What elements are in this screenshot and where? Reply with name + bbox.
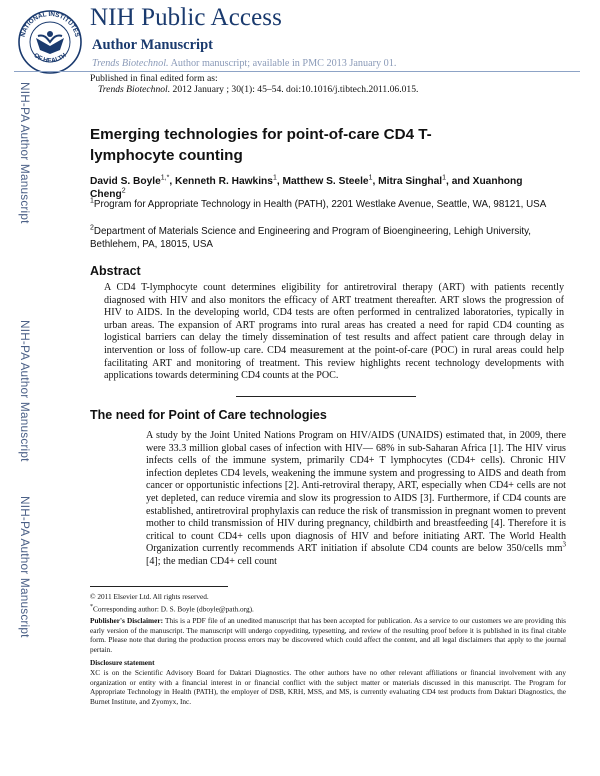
published-label: Published in final edited form as: [90,73,218,84]
article-title: Emerging technologies for point-of-care CD4 T-lymphocyte counting [90,126,432,164]
unit-superscript: 3 [562,540,566,549]
corr-mark: * [90,604,94,610]
section-paragraph [146,430,566,569]
hhs-eagle-icon [14,4,86,76]
author-name: David S. Boyle [90,176,161,187]
disclosure-heading-text: Disclosure statement [90,658,155,667]
author-separator: , [169,176,176,187]
abstract-divider [236,396,416,397]
author-name: Xuanhong Cheng [90,176,523,200]
header-note-rest: Author manuscript; available in PMC 2013 January 01. [170,58,397,69]
nih-logo [14,4,86,76]
abstract-heading: Abstract [90,264,141,278]
author-affil-sup: 1 [368,174,373,182]
author-name: Kenneth R. Hawkins [175,176,273,187]
author-list [90,176,560,201]
affil-text: Department of Materials Science and Engineering and Program of Bioengineering, Lehigh University, Bethlehem, PA, 18015, USA [90,226,532,250]
author-affil-sup: 1 [442,174,447,182]
header-availability-note [92,58,396,69]
citation-details: 2012 January ; 30(1): 45–54. doi:10.1016/j.tibtech.2011.06.015. [172,84,419,95]
section-text-tail: [4]; the median CD4+ cell count [146,555,277,567]
disclaimer-text: This is a PDF file of an unedited manuscript that has been accepted for publication. As a service to our customers we are providing this early version of the manuscript. The manuscript will undergo copyediting, typesetting, and review of the resulting proof before it is published in its final citable form. Please note that during the production process errors may be discovered which could affect the content, and all legal disclaimers that apply to the journal pertain. [90,616,566,654]
disclaimer-label: Publisher's Disclaimer: [90,616,164,625]
disclosure-text: XC is on the Scientific Advisory Board for Daktari Diagnostics. The other authors have no other relevant affiliations or financial involvement with any organization or entity with a financial interest in or financial conflict with the subject matter or materials discussed in this manuscript. The Program for Appropriate Technology in Health (PATH), the employer of DSB, KRH, MSS, and MS, is currently evaluating CD4 test products from Daktari Diagnostics, the Burnet Institute, and Zyomyx, Inc. [90,668,566,706]
author-separator: , [276,176,283,187]
affil-sup: 1 [90,197,94,205]
header-subtitle: Author Manuscript [92,37,213,53]
header-note-journal: Trends Biotechnol. [92,58,169,69]
abstract-text: A CD4 T-lymphocyte count determines eligibility for antiretroviral therapy (ART) with patients recently diagnosed with HIV and also monitors the efficacy of ART treatment thereafter. ART slows the progression of HIV to AIDS. In the developing world, CD4 tests are often performed in centralized laboratories, typically in urban areas. The expansion of ART programs into rural areas has created a need for rapid CD4 counting as logistical barriers can delay the timely dissemination of test results and affect patient care through delay in intervention or loss of follow-up care. CD4 measurement at the point-of-care (POC) in rural areas could help facilitating ART and monitoring of treatment. This review highlights recent technology developments with applications towards determining CD4 counts at the POC. [104,282,564,382]
section-heading: The need for Point of Care technologies [90,408,327,422]
disclosure-heading [90,658,566,668]
header-divider [14,71,580,72]
section-text: A study by the Joint United Nations Program on HIV/AIDS (UNAIDS) estimated that, in 2009, there were 33.3 million global cases of infection with HIV— 68% in sub-Saharan Africa [1]. The HIV virus infects cells of the immune system, primarily CD4+ T lymphocytes (CD4+ cells). Chronic HIV infection depletes CD4 levels, weakening the immune system and progressing to AIDS and death from cancer or opportunistic infections [2]. Anti-retroviral therapy, ART, especially when CD4+ cells are not yet depleted, can reduce viremia and slow its progression to AIDS [3]. Furthermore, if CD4 counts are established, antiretroviral prophylaxis can reduce the risk of transmission in pregnant women to prevent mother to child transmission of HIV during pregnancy, childbirth and breastfeeding [4]. Therefore it is critical to count CD4+ cells upon diagnosis of HIV and before initiating ART. The World Health Organization currently recommends ART initiation if absolute CD4 counts are below 350/cells mm [146,430,566,555]
author-separator: , [372,176,379,187]
author-name: Mitra Singhal [378,176,443,187]
side-label-bottom: NIH-PA Author Manuscript [18,496,32,638]
corresponding-text: Corresponding author: D. S. Boyle (dboyle@path.org). [93,604,254,614]
copyright-note: © 2011 Elsevier Ltd. All rights reserved. [90,592,209,601]
affil-text: Program for Appropriate Technology in Health (PATH), 2201 Westlake Avenue, Seattle, WA, 98121, USA [93,199,547,210]
author-affil-sup: 1,* [160,174,170,182]
affiliation [90,199,560,212]
side-label-top: NIH-PA Author Manuscript [18,82,32,224]
author-affil-sup: 1 [272,174,277,182]
publication-citation [98,84,418,95]
side-label-middle: NIH-PA Author Manuscript [18,320,32,462]
author-name: Matthew S. Steele [282,176,369,187]
affil-sup: 2 [90,224,94,232]
corresponding-author-note [90,603,566,614]
author-affil-sup: 2 [121,187,126,195]
author-separator: , and [446,176,473,187]
affiliation [90,226,560,251]
logo-top-text: NATIONAL INSTITUTES [19,10,81,38]
footnote-divider [90,586,228,587]
header-title: NIH Public Access [90,4,282,31]
publisher-disclaimer [90,616,566,654]
citation-journal: Trends Biotechnol. [98,84,171,95]
logo-bottom-text: OF HEALTH [32,51,68,65]
